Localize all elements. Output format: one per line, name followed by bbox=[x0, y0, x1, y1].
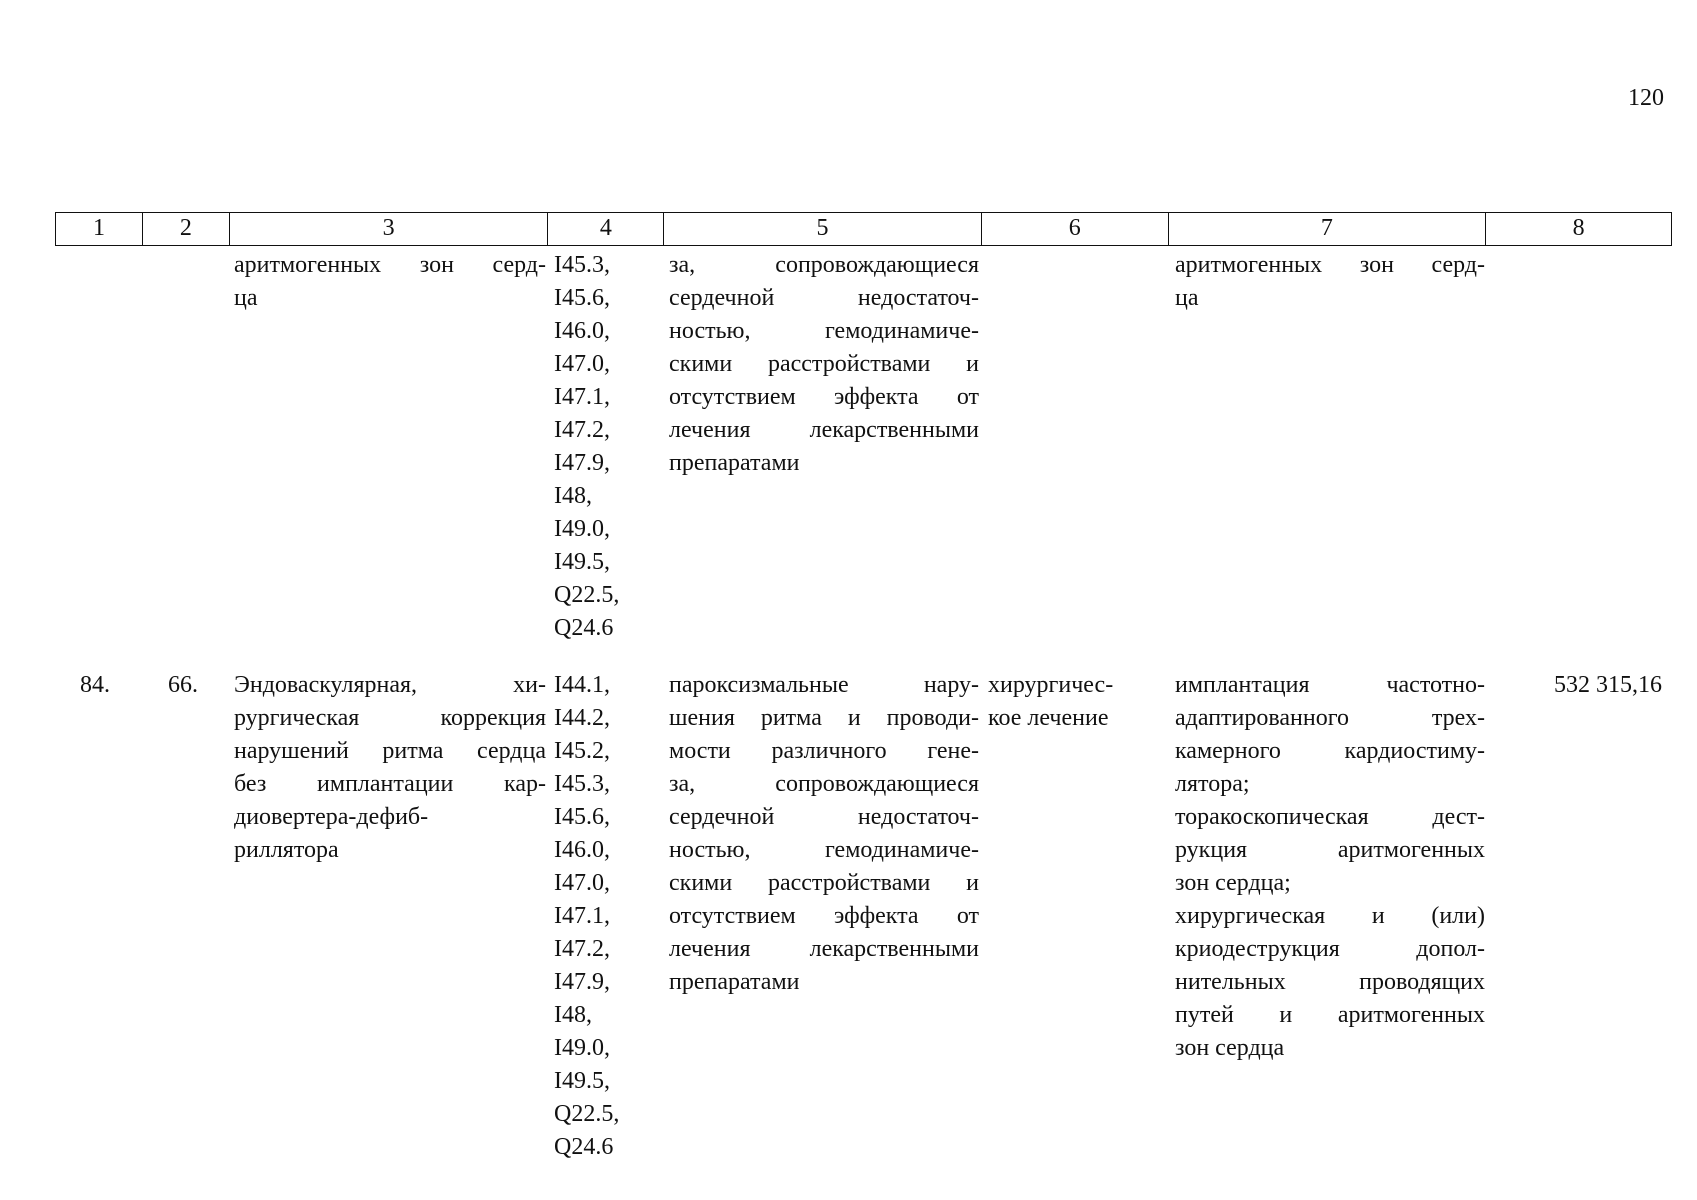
header-cell-8: 8 bbox=[1572, 215, 1585, 241]
text-line: ца bbox=[234, 285, 258, 311]
header-cell-3: 3 bbox=[230, 213, 549, 245]
text-line: нарушений ритма сердца bbox=[234, 738, 546, 764]
code-line: I49.0, bbox=[554, 1035, 610, 1061]
code-line: I45.2, bbox=[554, 738, 610, 764]
text-line: ностью, гемодинамиче- bbox=[669, 837, 979, 863]
text-line: Эндоваскулярная, хи- bbox=[234, 672, 546, 698]
text-line: пароксизмальные нару- bbox=[669, 672, 979, 698]
code-line: I49.5, bbox=[554, 1068, 610, 1094]
code-line: I45.6, bbox=[554, 804, 610, 830]
text-line: хирургическая и (или) bbox=[1175, 903, 1485, 929]
text-line: шения ритма и проводи- bbox=[669, 705, 979, 731]
text-line: лечения лекарственными bbox=[669, 417, 979, 443]
header-cell-2: 2 bbox=[143, 213, 230, 245]
text-line: за, сопровождающиеся bbox=[669, 252, 979, 278]
continuation-col3 bbox=[234, 249, 546, 315]
header-cell-7: 7 bbox=[1169, 213, 1487, 245]
code-line: I45.3, bbox=[554, 771, 610, 797]
header-cell-5: 5 bbox=[664, 213, 982, 245]
code-line: I47.9, bbox=[554, 969, 610, 995]
text-line: лечения лекарственными bbox=[669, 936, 979, 962]
text-line: аритмогенных зон серд- bbox=[234, 252, 546, 278]
code-line: I46.0, bbox=[554, 837, 610, 863]
text-line: сердечной недостаточ- bbox=[669, 285, 979, 311]
table-header-row bbox=[55, 212, 1672, 246]
text-line: кое лечение bbox=[988, 705, 1109, 731]
row84-col4 bbox=[554, 669, 664, 1164]
code-line: Q24.6 bbox=[554, 1134, 614, 1160]
text-line: лятора; bbox=[1175, 771, 1250, 797]
text-line: ностью, гемодинамиче- bbox=[669, 318, 979, 344]
continuation-col4 bbox=[554, 249, 664, 645]
text-line: зон сердца; bbox=[1175, 870, 1291, 896]
code-line: I44.1, bbox=[554, 672, 610, 698]
code-line: Q22.5, bbox=[554, 1101, 620, 1127]
text-line: адаптированного трех- bbox=[1175, 705, 1485, 731]
code-line: I48, bbox=[554, 483, 592, 509]
text-line: хирургичес- bbox=[988, 672, 1114, 698]
code-line: I45.6, bbox=[554, 285, 610, 311]
text-line: нительных проводящих bbox=[1175, 969, 1485, 995]
row84-col3 bbox=[234, 669, 546, 867]
text-line: мости различного гене- bbox=[669, 738, 979, 764]
text-line: без имплантации кар- bbox=[234, 771, 546, 797]
text-line: сердечной недостаточ- bbox=[669, 804, 979, 830]
code-line: I47.9, bbox=[554, 450, 610, 476]
continuation-col7 bbox=[1175, 249, 1485, 315]
code-line: Q22.5, bbox=[554, 582, 620, 608]
text-line: зон сердца bbox=[1175, 1035, 1285, 1061]
row84-col5 bbox=[669, 669, 979, 999]
text-line: криодеструкция допол- bbox=[1175, 936, 1485, 962]
row-number: 84. bbox=[80, 672, 110, 698]
text-line: риллятора bbox=[234, 837, 339, 863]
code-line: I44.2, bbox=[554, 705, 610, 731]
header-cell-6: 6 bbox=[982, 213, 1169, 245]
text-line: за, сопровождающиеся bbox=[669, 771, 979, 797]
header-cell-4: 4 bbox=[548, 213, 664, 245]
code-line: I47.1, bbox=[554, 903, 610, 929]
code-line: I46.0, bbox=[554, 318, 610, 344]
text-line: препаратами bbox=[669, 450, 800, 476]
text-line: скими расстройствами и bbox=[669, 870, 979, 896]
code-line: Q24.6 bbox=[554, 615, 614, 641]
text-line: аритмогенных зон серд- bbox=[1175, 252, 1485, 278]
header-cell-1: 1 bbox=[56, 213, 143, 245]
text-line: отсутствием эффекта от bbox=[669, 903, 979, 929]
row84-price: 532 315,16 bbox=[1554, 672, 1662, 698]
code-line: I47.2, bbox=[554, 417, 610, 443]
row84-col6 bbox=[988, 669, 1168, 735]
text-line: камерного кардиостиму- bbox=[1175, 738, 1485, 764]
text-line: скими расстройствами и bbox=[669, 351, 979, 377]
code-line: I49.0, bbox=[554, 516, 610, 542]
code-line: I49.5, bbox=[554, 549, 610, 575]
text-line: препаратами bbox=[669, 969, 800, 995]
text-line: ца bbox=[1175, 285, 1199, 311]
text-line: имплантация частотно- bbox=[1175, 672, 1485, 698]
text-line: рукция аритмогенных bbox=[1175, 837, 1485, 863]
code-line: I47.2, bbox=[554, 936, 610, 962]
text-line: диовертера-дефиб- bbox=[234, 804, 429, 830]
code-line: I47.0, bbox=[554, 351, 610, 377]
continuation-col5 bbox=[669, 249, 979, 480]
code-line: I48, bbox=[554, 1002, 592, 1028]
page-number: 120 bbox=[1628, 85, 1664, 111]
code-line: I47.0, bbox=[554, 870, 610, 896]
text-line: рургическая коррекция bbox=[234, 705, 546, 731]
code-line: I47.1, bbox=[554, 384, 610, 410]
subrow-number: 66. bbox=[168, 672, 198, 698]
code-line: I45.3, bbox=[554, 252, 610, 278]
row84-col7 bbox=[1175, 669, 1485, 1065]
text-line: торакоскопическая дест- bbox=[1175, 804, 1485, 830]
text-line: отсутствием эффекта от bbox=[669, 384, 979, 410]
text-line: путей и аритмогенных bbox=[1175, 1002, 1485, 1028]
